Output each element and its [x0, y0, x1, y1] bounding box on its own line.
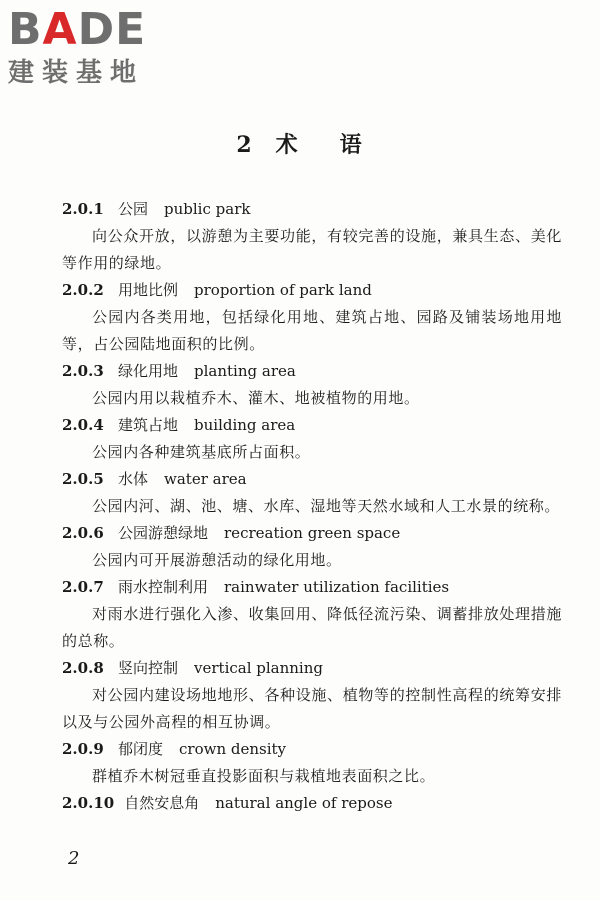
term-definition: 公园内可开展游憩活动的绿化用地。	[92, 551, 342, 569]
term-english: vertical planning	[194, 659, 323, 677]
term-number: 2.0.2	[62, 281, 104, 299]
term-definition: 公园内用以栽植乔木、灌木、地被植物的用地。	[92, 389, 420, 407]
term-heading	[62, 196, 562, 223]
term-heading	[62, 412, 562, 439]
term-entry	[62, 520, 562, 574]
terms-list	[62, 196, 562, 817]
term-english: recreation green space	[224, 524, 401, 542]
term-number: 2.0.5	[62, 470, 104, 488]
term-entry	[62, 790, 562, 817]
term-definition: 公园内各类用地，包括绿化用地、建筑占地、园路及铺装场地用地等，占公园陆地面积的比例。	[62, 308, 562, 353]
term-number: 2.0.10	[62, 794, 115, 812]
term-heading	[62, 736, 562, 763]
term-chinese: 用地比例	[118, 281, 179, 299]
logo-wordmark: B A DE	[8, 4, 147, 55]
brand-logo	[8, 6, 178, 88]
term-entry	[62, 655, 562, 736]
term-entry	[62, 277, 562, 358]
term-english: water area	[164, 470, 247, 488]
term-number: 2.0.1	[62, 200, 104, 218]
term-english: rainwater utilization facilities	[224, 578, 450, 596]
term-entry	[62, 196, 562, 277]
term-heading	[62, 574, 562, 601]
term-number: 2.0.3	[62, 362, 104, 380]
term-chinese: 建筑占地	[118, 416, 179, 434]
term-chinese: 自然安息角	[124, 794, 200, 812]
term-entry	[62, 736, 562, 790]
term-definition: 群植乔木树冠垂直投影面积与栽植地表面积之比。	[92, 767, 436, 785]
term-heading	[62, 520, 562, 547]
term-definition: 对雨水进行强化入渗、收集回用、降低径流污染、调蓄排放处理措施的总称。	[62, 605, 562, 650]
term-english: proportion of park land	[194, 281, 372, 299]
term-chinese: 水体	[118, 470, 149, 488]
term-chinese: 绿化用地	[118, 362, 179, 380]
logo-subtitle: 建装基地	[8, 58, 145, 88]
term-chinese: 雨水控制利用	[118, 578, 209, 596]
term-english: planting area	[194, 362, 296, 380]
term-chinese: 郁闭度	[118, 740, 164, 758]
term-english: crown density	[179, 740, 287, 758]
page-number: 2	[68, 848, 80, 869]
term-number: 2.0.7	[62, 578, 104, 596]
term-entry	[62, 358, 562, 412]
term-number: 2.0.4	[62, 416, 104, 434]
term-heading	[62, 466, 562, 493]
term-heading	[62, 358, 562, 385]
term-number: 2.0.9	[62, 740, 104, 758]
chapter-title-char-2: 语	[339, 132, 364, 158]
term-entry	[62, 574, 562, 655]
chapter-title	[0, 128, 600, 159]
term-definition: 对公园内建设场地地形、各种设施、植物等的控制性高程的统筹安排以及与公园外高程的相互协调。	[62, 686, 562, 731]
term-definition: 公园内河、湖、池、塘、水库、湿地等天然水域和人工水景的统称。	[92, 497, 561, 515]
chapter-number: 2	[236, 132, 254, 158]
term-english: public park	[164, 200, 251, 218]
term-definition: 向公众开放，以游憩为主要功能，有较完善的设施，兼具生态、美化等作用的绿地。	[62, 227, 562, 272]
term-chinese: 公园游憩绿地	[118, 524, 209, 542]
term-heading	[62, 655, 562, 682]
term-english: natural angle of repose	[215, 794, 393, 812]
term-chinese: 公园	[118, 200, 149, 218]
term-heading	[62, 277, 562, 304]
chapter-title-char-1: 术	[275, 132, 300, 158]
term-number: 2.0.6	[62, 524, 104, 542]
term-heading	[62, 790, 562, 817]
term-entry	[62, 412, 562, 466]
term-chinese: 竖向控制	[118, 659, 179, 677]
term-english: building area	[194, 416, 296, 434]
term-entry	[62, 466, 562, 520]
term-definition: 公园内各种建筑基底所占面积。	[92, 443, 311, 461]
term-number: 2.0.8	[62, 659, 104, 677]
